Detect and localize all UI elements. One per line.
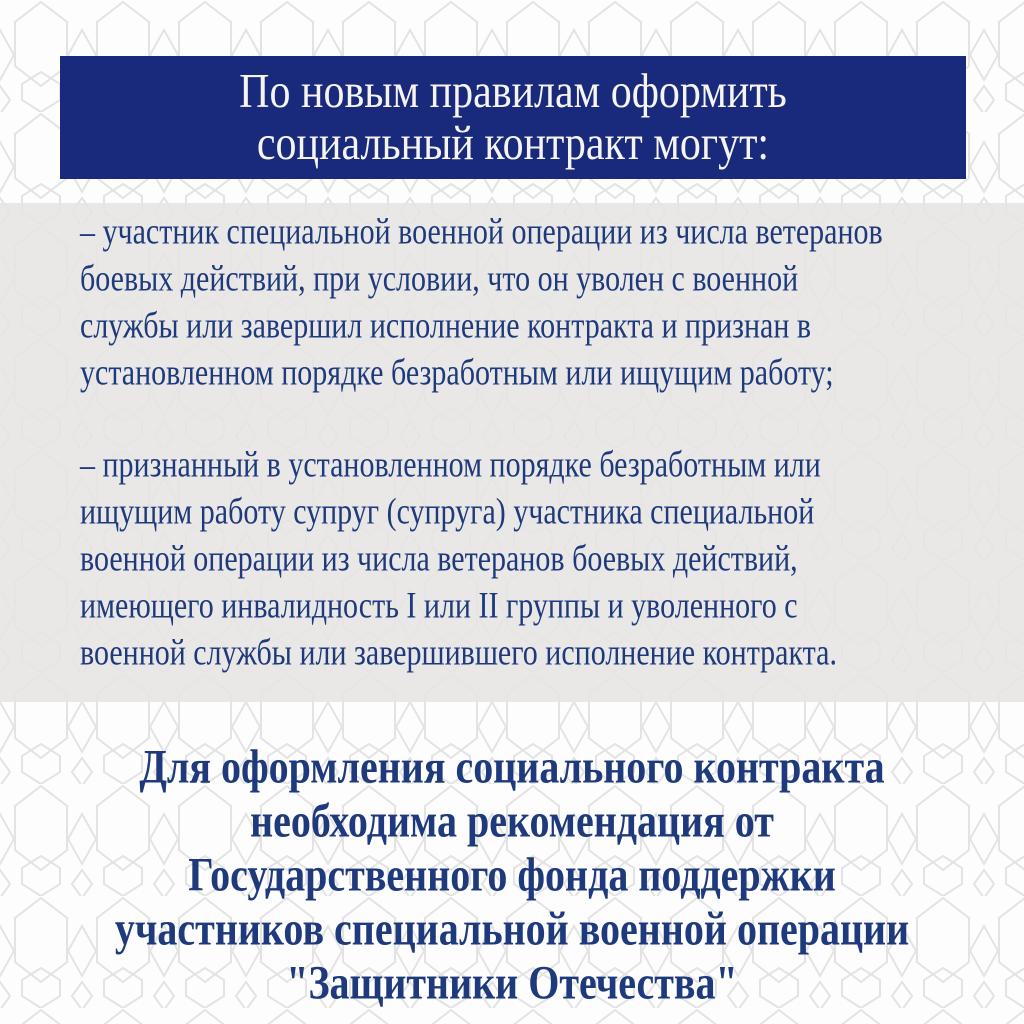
text-line: – участник специальной военной операции из числа ветеранов xyxy=(80,210,883,253)
title-banner xyxy=(60,56,966,179)
text-line: установленном порядке безработным или ищущим работу; xyxy=(80,351,834,394)
text-line: ищущим работу супруг (супруга) участника специальной xyxy=(80,490,815,533)
title-line-1: По новым правилам оформить xyxy=(239,65,787,118)
footer-line: "Защитники Отечества" xyxy=(286,955,738,1010)
paragraph-spouse xyxy=(80,441,986,676)
eligibility-text xyxy=(80,208,986,721)
footer-line: Государственного фонда поддержки xyxy=(188,847,836,902)
text-line: службы или завершил исполнение контракта и признан в xyxy=(80,304,812,347)
title-line-2: социальный контракт могут: xyxy=(256,117,770,170)
text-line: боевых действий, при условии, что он уволен с военной xyxy=(80,257,799,300)
footer-note xyxy=(0,740,1024,1010)
paragraph-participant xyxy=(80,208,986,396)
footer-line: участников специальной военной операции xyxy=(114,901,910,956)
text-line: – признанный в установленном порядке безработным или xyxy=(80,443,821,486)
text-line: военной операции из числа ветеранов боевых действий, xyxy=(80,537,798,580)
footer-line: необходима рекомендация от xyxy=(250,793,774,848)
text-line: имеющего инвалидность I или II группы и уволенного с xyxy=(80,584,798,627)
text-line: военной службы или завершившего исполнение контракта. xyxy=(80,631,837,674)
footer-line: Для оформления социального контракта xyxy=(139,739,885,794)
